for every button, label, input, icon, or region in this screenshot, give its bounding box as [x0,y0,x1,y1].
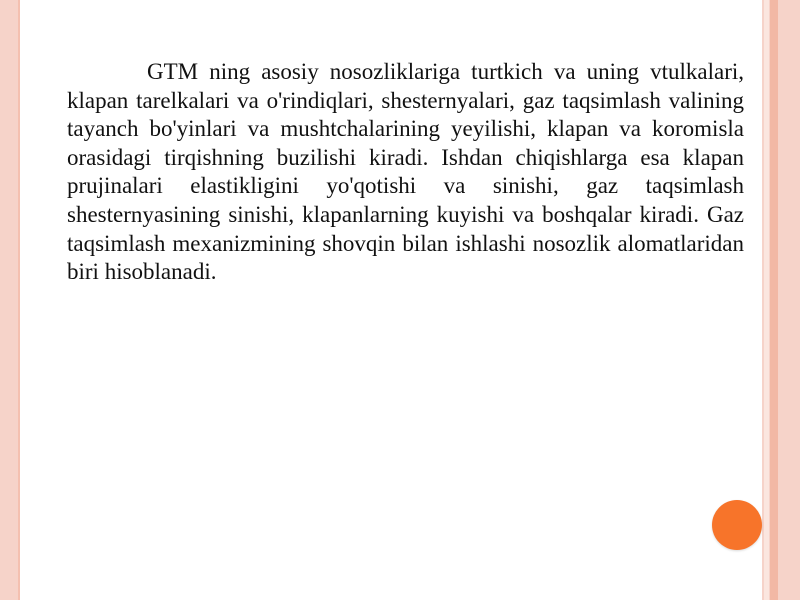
right-frame-highlight [764,0,769,600]
left-frame-line [18,0,20,600]
accent-circle [712,500,762,550]
right-frame-line [770,0,778,600]
left-frame-border [0,0,18,600]
slide-body-text: GTM ning asosiy nosozliklariga turtkich va uning vtulkalari, klapan tarelkalari va o'rindiqlari, shesternyalari, gaz taqsimlash valining tayanch bo'yinlari va mushtchalarining yeyilishi, klapan va koromisla orasidagi tirqishning buzilishi kiradi. Ishdan chiqishlarga esa klapan prujinalari elastikligini yo'qotishi va sinishi, gaz taqsimlash shesternyasining sinishi, klapanlarning kuyishi va boshqalar kiradi. Gaz taqsimlash mexanizmining shovqin bilan ishlashi nosozlik alomatlaridan biri hisoblanadi. [67,59,744,285]
